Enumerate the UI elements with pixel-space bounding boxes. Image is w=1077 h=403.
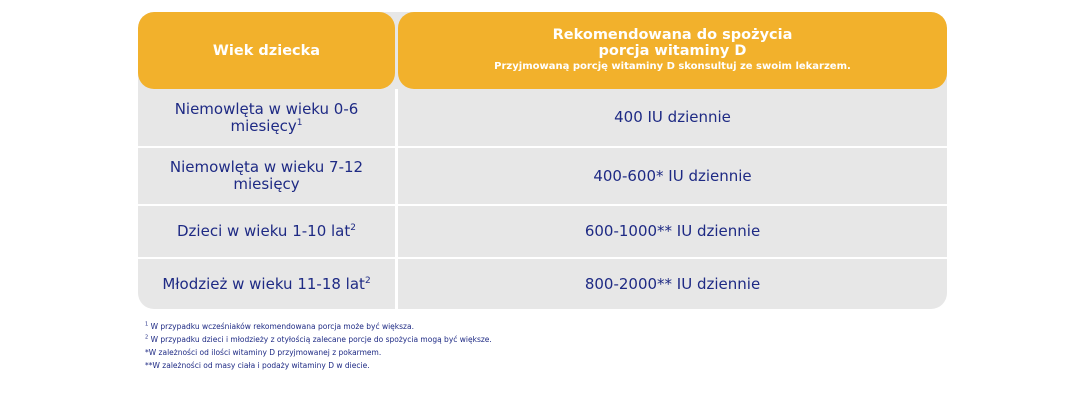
footnote-item [145,359,492,372]
age-cell [138,89,395,146]
footnote-marker: 2 [145,334,149,341]
footnote-text: **W zależności od masy ciała i podaży witaminy D w diecie. [145,361,370,370]
footnote-ref: 2 [364,275,371,286]
footnote-item [145,333,492,346]
age-cell [138,206,395,257]
table-row [138,146,947,204]
dose-text: 400 IU dziennie [614,108,731,126]
dose-text: 400-600* IU dziennie [593,166,752,185]
table-row [138,89,947,146]
header-dose-subtitle: Przyjmowaną porcję witaminy D skonsultuj ze swoim lekarzem. [494,61,851,72]
dose-cell [395,259,947,309]
age-text-line2: miesięcy [233,175,300,193]
footnote-item [145,346,492,359]
age-text-line1: Niemowlęta w wieku 0-6 [174,99,359,118]
footnotes [145,320,492,372]
header-dose [398,12,947,89]
table-header [138,12,947,89]
age-text-line1: Niemowlęta w wieku 7-12 [169,158,364,176]
footnote-text: W przypadku dzieci i młodzieży z otyłością zalecane porcje do spożycia mogą być większe. [148,335,492,344]
age-text-line2: miesięcy [230,116,297,135]
age-text-line1: Młodzież w wieku 11-18 lat [162,274,365,293]
header-age-label: Wiek dziecka [212,42,321,59]
dose-text: 800-2000** IU dziennie [584,274,761,293]
footnote-marker: 1 [145,321,149,328]
table-row [138,257,947,309]
age-cell [138,259,395,309]
header-age [138,12,395,89]
header-dose-title-line1: Rekomendowana do spożycia [552,27,793,43]
footnote-text: *W zależności od ilości witaminy D przyjmowanej z pokarmem. [145,348,382,357]
dose-cell [395,148,947,204]
footnote-text: W przypadku wcześniaków rekomendowana porcja może być większa. [148,322,414,331]
header-dose-title-line2: porcja witaminy D [598,43,747,59]
vitamin-d-table [138,12,947,309]
footnote-ref: 1 [296,117,303,128]
footnote-item [145,320,492,333]
dose-cell [395,89,947,146]
dose-text: 600-1000** IU dziennie [584,222,761,240]
dose-cell [395,206,947,257]
age-text-line1: Dzieci w wieku 1-10 lat [177,222,351,240]
table-row [138,204,947,257]
age-cell [138,148,395,204]
table-body [138,89,947,309]
footnote-ref: 2 [350,223,356,233]
